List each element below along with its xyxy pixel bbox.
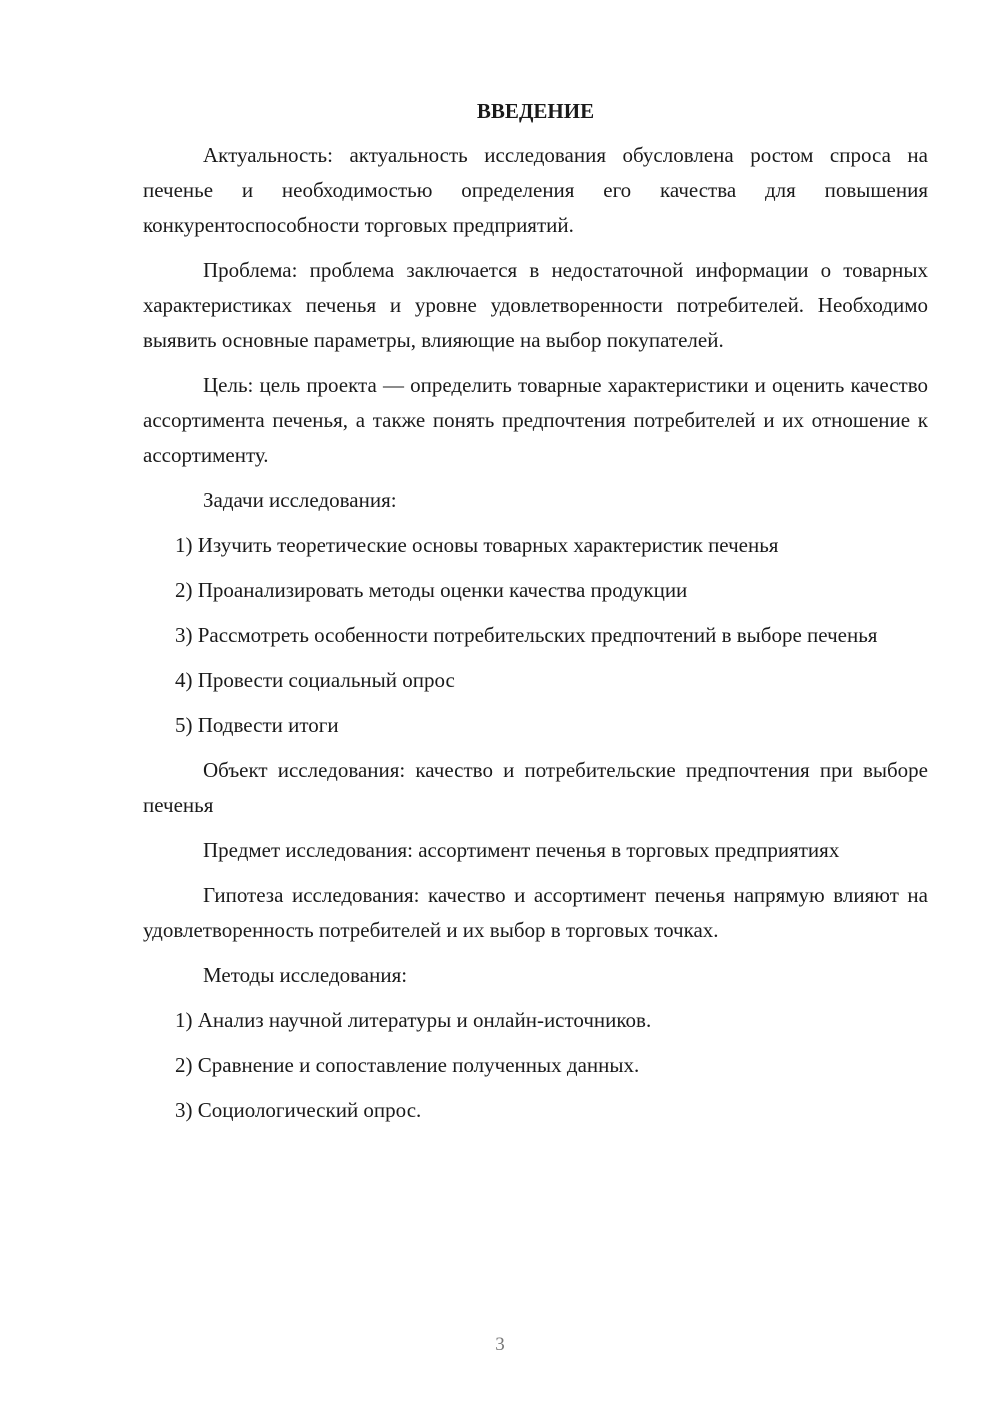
method-item: 1) Анализ научной литературы и онлайн-источников.: [175, 1008, 652, 1032]
method-item: 2) Сравнение и сопоставление полученных данных.: [175, 1053, 640, 1077]
task-item: 1) Изучить теоретические основы товарных характеристик печенья: [175, 533, 779, 557]
tasks-heading: Задачи исследования:: [203, 488, 397, 512]
problem-paragraph: Проблема: проблема заключается в недостаточной информации о товарных характеристиках печенья и уровне удовлетворенности потребителей. Необходимо выявить основные параметры, влияющие на выбор покупателей.: [143, 258, 928, 352]
goal-paragraph: Цель: цель проекта — определить товарные характеристики и оценить качество ассортимента печенья, а также понять предпочтения потребителей и их отношение к ассортименту.: [143, 373, 928, 467]
relevance-paragraph: Актуальность: актуальность исследования обусловлена ростом спроса на печенье и необходимостью определения его качества для повышения конкурентоспособности торговых предприятий.: [143, 143, 928, 237]
task-item: 2) Проанализировать методы оценки качества продукции: [175, 578, 688, 602]
page-content: [143, 96, 928, 1138]
task-item: 4) Провести социальный опрос: [175, 668, 455, 692]
methods-heading: Методы исследования:: [203, 963, 408, 987]
object-paragraph: Объект исследования: качество и потребительские предпочтения при выборе печенья: [143, 758, 928, 817]
subject-paragraph: Предмет исследования: ассортимент печенья в торговых предприятиях: [203, 838, 840, 862]
task-item: 3) Рассмотреть особенности потребительских предпочтений в выборе печенья: [175, 623, 878, 647]
method-item: 3) Социологический опрос.: [175, 1098, 422, 1122]
page-number: 3: [495, 1334, 505, 1355]
task-item: 5) Подвести итоги: [175, 713, 339, 737]
page-title: ВВЕДЕНИЕ: [476, 99, 595, 123]
hypothesis-paragraph: Гипотеза исследования: качество и ассортимент печенья напрямую влияют на удовлетворенность потребителей и их выбор в торговых точках.: [143, 883, 928, 942]
